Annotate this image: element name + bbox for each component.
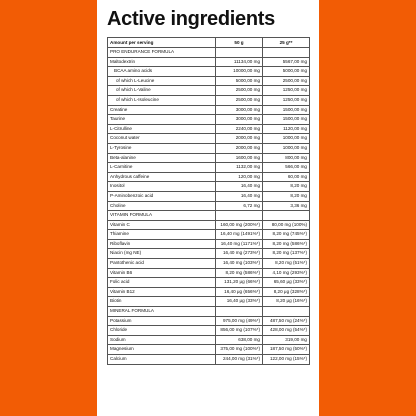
table-row xyxy=(108,345,310,355)
amount-50g: 375,00 mg (100%*) xyxy=(216,345,263,355)
table-row xyxy=(108,143,310,153)
ingredients-table xyxy=(107,37,310,365)
table-row xyxy=(108,172,310,182)
amount-50g: 10000,00 mg xyxy=(216,67,263,77)
ingredient-name: Thiamine xyxy=(108,230,216,240)
table-row xyxy=(108,297,310,307)
amount-25g: 1000,00 mg xyxy=(263,134,310,144)
table-row xyxy=(108,67,310,77)
ingredient-name: Biotin xyxy=(108,297,216,307)
amount-50g xyxy=(216,211,263,221)
table-row xyxy=(108,220,310,230)
table-row xyxy=(108,201,310,211)
ingredient-name: Vitamin C xyxy=(108,220,216,230)
table-row xyxy=(108,268,310,278)
amount-25g: 8,20 mg (51%*) xyxy=(263,259,310,269)
amount-25g: 1500,00 mg xyxy=(263,105,310,115)
table-row xyxy=(108,182,310,192)
amount-25g: 60,00 mg xyxy=(263,172,310,182)
ingredient-name: P-Aminobenzoic acid xyxy=(108,191,216,201)
amount-25g: 566,00 mg xyxy=(263,163,310,173)
table-row xyxy=(108,134,310,144)
table-row xyxy=(108,316,310,326)
amount-25g: 8,20 mg (137%*) xyxy=(263,249,310,259)
table-row xyxy=(108,287,310,297)
amount-25g: 487,50 mg (24%*) xyxy=(263,316,310,326)
ingredient-name: Calcium xyxy=(108,355,216,365)
ingredient-name: Beta-alanine xyxy=(108,153,216,163)
section-label: VITAMIN FORMULA xyxy=(108,211,216,221)
amount-25g: 187,50 mg (50%*) xyxy=(263,345,310,355)
amount-50g xyxy=(216,48,263,58)
table-row xyxy=(108,326,310,336)
amount-25g: 8,20 mg xyxy=(263,182,310,192)
amount-25g: 1500,00 mg xyxy=(263,115,310,125)
ingredient-name: Maltodextrin xyxy=(108,57,216,67)
amount-50g: 856,00 mg (107%*) xyxy=(216,326,263,336)
amount-25g: 8,20 mg (745%*) xyxy=(263,230,310,240)
ingredient-name: Inositol xyxy=(108,182,216,192)
amount-50g: 5000,00 mg xyxy=(216,76,263,86)
amount-50g: 3000,00 mg xyxy=(216,115,263,125)
table-row xyxy=(108,249,310,259)
table-row xyxy=(108,335,310,345)
amount-50g: 1600,00 mg xyxy=(216,153,263,163)
table-row xyxy=(108,230,310,240)
table-row xyxy=(108,191,310,201)
header-25g: 25 g** xyxy=(263,38,310,48)
amount-25g: 319,00 mg xyxy=(263,335,310,345)
ingredient-name: Riboflavin xyxy=(108,239,216,249)
amount-25g: 65,60 μg (33%*) xyxy=(263,278,310,288)
amount-25g: 122,00 mg (15%*) xyxy=(263,355,310,365)
ingredient-name: of which L-Isoleucine xyxy=(108,95,216,105)
amount-50g: 131,20 μg (66%*) xyxy=(216,278,263,288)
amount-50g: 11134,00 mg xyxy=(216,57,263,67)
ingredient-name: Potassium xyxy=(108,316,216,326)
table-row xyxy=(108,86,310,96)
ingredient-name: Choline xyxy=(108,201,216,211)
table-row xyxy=(108,57,310,67)
table-row xyxy=(108,163,310,173)
table-row xyxy=(108,259,310,269)
ingredient-name: Sodium xyxy=(108,335,216,345)
amount-50g: 16,40 mg (103%*) xyxy=(216,259,263,269)
right-orange-band xyxy=(319,0,416,416)
amount-25g: 800,00 mg xyxy=(263,153,310,163)
amount-25g: 5000,00 mg xyxy=(263,67,310,77)
amount-50g: 16,40 mg xyxy=(216,191,263,201)
amount-25g: 80,00 mg (100%) xyxy=(263,220,310,230)
ingredient-name: Creatine xyxy=(108,105,216,115)
amount-25g: 2500,00 mg xyxy=(263,76,310,86)
amount-50g: 2240,00 mg xyxy=(216,124,263,134)
ingredient-name: Anhydrous caffeine xyxy=(108,172,216,182)
amount-50g: 2500,00 mg xyxy=(216,95,263,105)
header-50g: 50 g xyxy=(216,38,263,48)
amount-50g: 638,00 mg xyxy=(216,335,263,345)
ingredient-name: of which L-Valine xyxy=(108,86,216,96)
ingredient-name: of which L-Leucine xyxy=(108,76,216,86)
amount-25g: 8,20 mg (586%*) xyxy=(263,239,310,249)
amount-50g: 16,40 mg (1491%*) xyxy=(216,230,263,240)
amount-50g: 6,72 mg xyxy=(216,201,263,211)
amount-25g xyxy=(263,307,310,317)
amount-50g: 16,40 mg (1171%*) xyxy=(216,239,263,249)
section-row xyxy=(108,48,310,58)
amount-50g: 2500,00 mg xyxy=(216,86,263,96)
amount-25g: 3,36 mg xyxy=(263,201,310,211)
ingredient-name: Pantothenic acid xyxy=(108,259,216,269)
ingredient-name: Niacin (mg NE) xyxy=(108,249,216,259)
section-label: PRO ENDURANCE FORMULA xyxy=(108,48,216,58)
ingredient-name: Taurine xyxy=(108,115,216,125)
amount-25g: 4,10 mg (293%*) xyxy=(263,268,310,278)
amount-25g xyxy=(263,48,310,58)
amount-25g: 1250,00 mg xyxy=(263,86,310,96)
amount-50g: 2000,00 mg xyxy=(216,143,263,153)
amount-25g: 8,20 μg (328%*) xyxy=(263,287,310,297)
ingredient-name: BCAA amino acids xyxy=(108,67,216,77)
amount-25g: 1120,00 mg xyxy=(263,124,310,134)
amount-25g: 5567,00 mg xyxy=(263,57,310,67)
ingredient-name: Vitamin B6 xyxy=(108,268,216,278)
ingredient-name: Chloride xyxy=(108,326,216,336)
amount-25g: 428,00 mg (54%*) xyxy=(263,326,310,336)
amount-50g: 244,00 mg (31%*) xyxy=(216,355,263,365)
header-amount-per-serving: Amount per serving xyxy=(108,38,216,48)
table-row xyxy=(108,105,310,115)
amount-50g: 8,20 mg (586%*) xyxy=(216,268,263,278)
amount-50g: 2000,00 mg xyxy=(216,134,263,144)
ingredients-panel xyxy=(97,0,319,416)
table-row xyxy=(108,95,310,105)
amount-25g: 8,20 mg xyxy=(263,191,310,201)
ingredient-name: L-Tyrosine xyxy=(108,143,216,153)
table-row xyxy=(108,355,310,365)
amount-25g: 1250,00 mg xyxy=(263,95,310,105)
page-title: Active ingredients xyxy=(107,8,275,30)
ingredient-name: Folic acid xyxy=(108,278,216,288)
ingredient-name: L-Carnitine xyxy=(108,163,216,173)
amount-50g xyxy=(216,307,263,317)
amount-50g: 160,00 mg (200%*) xyxy=(216,220,263,230)
amount-50g: 16,40 μg (656%*) xyxy=(216,287,263,297)
amount-50g: 1132,00 mg xyxy=(216,163,263,173)
ingredient-name: Vitamin B12 xyxy=(108,287,216,297)
table-row xyxy=(108,278,310,288)
table-row xyxy=(108,153,310,163)
ingredients-table-wrapper xyxy=(107,37,309,365)
amount-50g: 16,40 mg (273%*) xyxy=(216,249,263,259)
amount-25g xyxy=(263,211,310,221)
ingredient-name: Magnesium xyxy=(108,345,216,355)
amount-25g: 1000,00 mg xyxy=(263,143,310,153)
table-row xyxy=(108,239,310,249)
table-body xyxy=(108,48,310,365)
amount-25g: 8,20 μg (16%*) xyxy=(263,297,310,307)
amount-50g: 975,00 mg (49%*) xyxy=(216,316,263,326)
amount-50g: 3000,00 mg xyxy=(216,105,263,115)
amount-50g: 120,00 mg xyxy=(216,172,263,182)
table-row xyxy=(108,124,310,134)
table-row xyxy=(108,115,310,125)
ingredient-name: L-Citrulline xyxy=(108,124,216,134)
left-orange-band xyxy=(0,0,97,416)
section-row xyxy=(108,307,310,317)
ingredient-name: Coconut water xyxy=(108,134,216,144)
section-row xyxy=(108,211,310,221)
amount-50g: 16,40 μg (33%*) xyxy=(216,297,263,307)
section-label: MINERAL FORMULA xyxy=(108,307,216,317)
amount-50g: 16,40 mg xyxy=(216,182,263,192)
table-row xyxy=(108,76,310,86)
table-header-row xyxy=(108,38,310,48)
